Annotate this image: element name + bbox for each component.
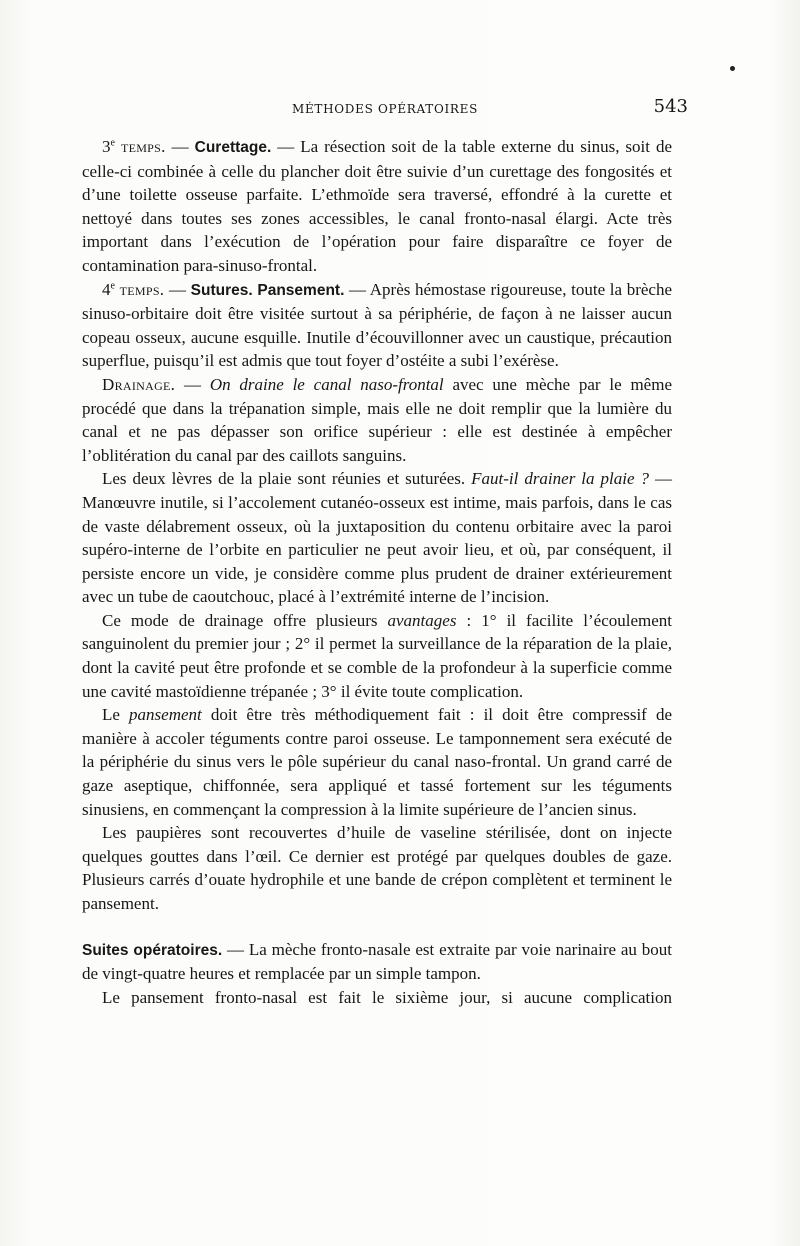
step-superscript: e [110, 279, 115, 291]
paragraph-start: Le [102, 705, 130, 725]
step-label: temps. [120, 137, 166, 156]
section-title: Sutures. Pansement. [190, 281, 345, 299]
step-superscript: e [110, 137, 115, 149]
body-text [82, 135, 672, 1009]
paragraph-final [82, 986, 672, 1010]
paragraph-start: Ce mode de drainage offre plusieurs [102, 610, 388, 630]
paragraph-body: avec une mèche par le même procédé que dans la trépanation simple, mais elle ne doit remplir que la lumière du canal et ne pas dépasser son orifice supérieur : elle est destinée à empêcher l’oblitération du canal par des caillots sanguins. [82, 374, 672, 465]
paragraph-paupieres [82, 821, 672, 915]
paragraph-body: — La mèche fronto-nasale est extraite par voie narinaire au bout de vingt-quatre heures et remplacée par un simple tampon. [82, 939, 672, 984]
paragraph-body: doit être très méthodiquement fait : il doit être compressif de manière à accoler téguments contre paroi osseuse. Le tamponnement sera exécuté de la périphérie du sinus vers le pôle supérieur du canal naso-frontal. Un grand carré de gaze aseptique, chiffonnée, sera appliqué et tassé fortement sur les téguments sinusiens, en commençant la compression à la limite supérieure de l’ancien sinus. [82, 705, 672, 819]
page-header [82, 96, 688, 122]
paragraph-body: Les paupières sont recouvertes d’huile de vaseline stérilisée, dont on injecte quelques gouttes dans l’œil. Ce dernier est protégé par quelques doubles de gaze. Plusieurs carrés d’ouate hydrophile et une bande de crépon complètent et terminent le pansement. [82, 823, 672, 913]
paragraph-body: — Après hémostase rigoureuse, toute la brèche sinuso-orbitaire doit être visitée surtout à sa périphérie, de façon à ne laisser aucun copeau osseux, aucune esquille. Inutile d’écouvillonner avec un caustique, précaution superflue, puisqu’il est admis que tout foyer d’ostéite a subi l’exérèse. [82, 279, 672, 371]
running-head: MÉTHODES OPÉRATOIRES [291, 102, 479, 116]
separator-dash: — [164, 279, 191, 299]
separator-dash: — [175, 374, 210, 394]
paragraph-curettage [82, 135, 672, 278]
paragraph-suites [82, 938, 672, 986]
page-number: 543 [653, 96, 688, 117]
paragraph-pansement [82, 703, 672, 821]
paragraph-sutures [82, 278, 672, 373]
italic-phrase: On draine le canal naso-frontal [209, 374, 444, 394]
step-number: 3 [102, 137, 111, 156]
section-title: Suites opératoires. [82, 941, 223, 959]
paragraph-start: Les deux lèvres de la plaie sont réunies et suturées. [102, 469, 472, 489]
paragraph-body: Le pansement fronto-nasal est fait le sixième jour, si aucune complication [102, 987, 672, 1007]
step-number: 4 [102, 279, 111, 299]
step-label: temps. [119, 279, 165, 299]
paragraph-body: : 1° il facilite l’écoulement sanguinolent du premier jour ; 2° il permet la surveillance de la réparation de la plaie, dont la cavité peut être profonde et se comble de la profondeur à la superficie comme une cavité mastoïdienne trépanée ; 3° il évite toute complication. [82, 610, 672, 701]
italic-word: pansement [129, 705, 202, 725]
paragraph-body: — Manœuvre inutile, si l’accolement cutanéo-osseux est intime, mais parfois, dans le cas de vaste délabrement osseux, où la juxtaposition du contenu orbitaire avec la paroi supéro-interne de l’orbite en particulier ne peut avoir lieu, et où, par conséquent, il persiste encore un vide, je considère comme plus prudent de drainer extérieurement avec un tube de caoutchouc, placé à l’extrémité interne de l’incision. [82, 469, 673, 607]
italic-question: Faut-il drainer la plaie ? [471, 469, 650, 489]
section-spacer [82, 916, 672, 938]
ink-speck [730, 66, 735, 71]
paragraph-levres [82, 467, 672, 609]
italic-word: avantages [387, 610, 457, 630]
section-title: Curettage. [194, 139, 272, 156]
paragraph-avantages [82, 609, 672, 703]
paragraph-body: — La résection soit de la table externe du sinus, soit de celle-ci combinée à celle du plancher doit être suivie d’un curettage des fongosités et d’une toilette osseuse parfaite. L’ethmoïde sera traversé, effondré à la curette et nettoyé dans toutes ses zones accessibles, le canal fronto-nasal élargi. Acte très important dans l’exécution de l’opération pour faire disparaître ce foyer de contamination para-sinuso-frontal. [82, 137, 673, 275]
drainage-label: Drainage. [102, 374, 176, 394]
paragraph-drainage [82, 373, 672, 467]
separator-dash: — [165, 137, 195, 156]
